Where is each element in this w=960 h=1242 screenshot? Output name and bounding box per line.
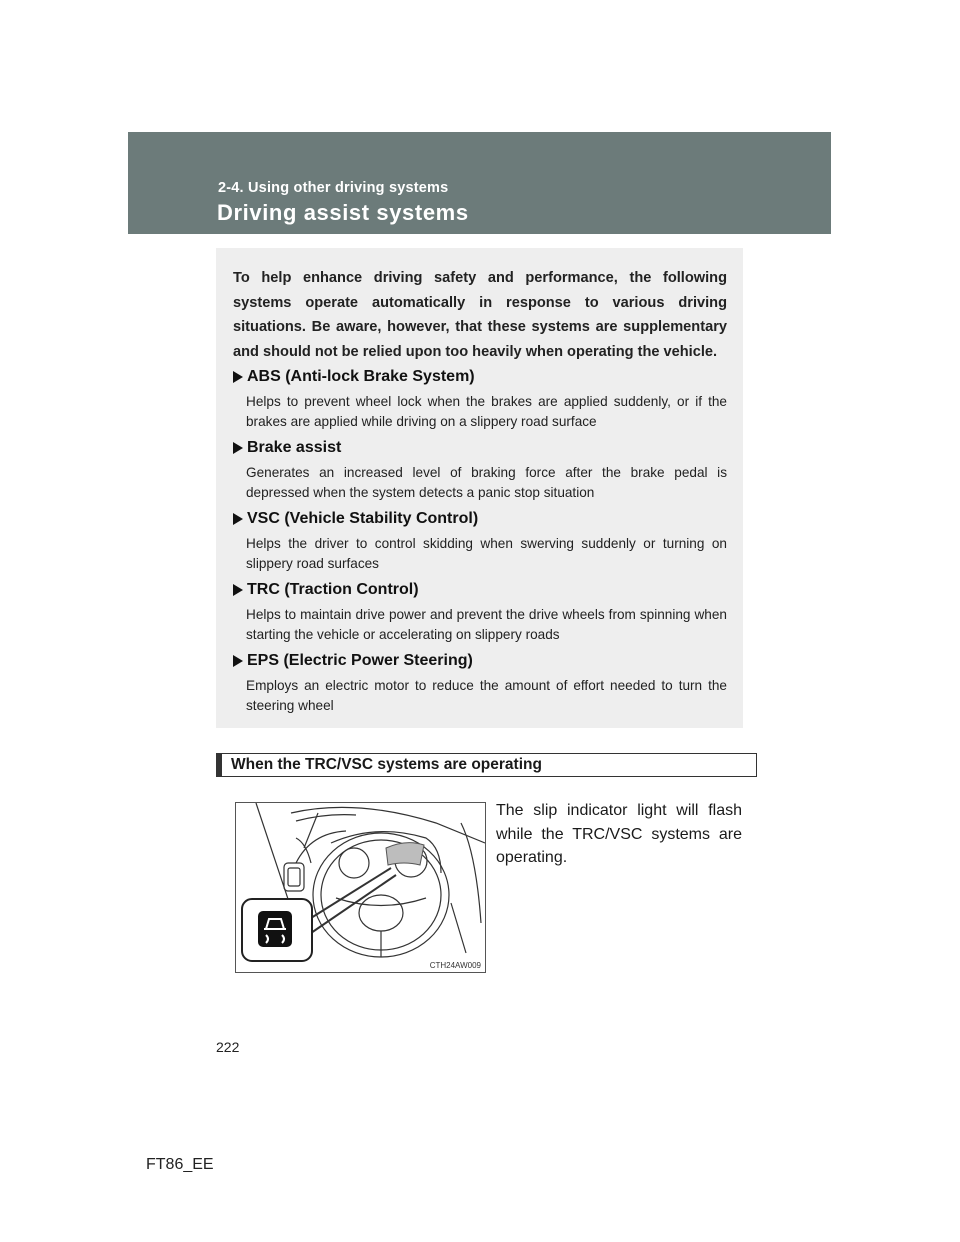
bullet-triangle-icon bbox=[233, 513, 243, 525]
system-item-trc bbox=[233, 581, 727, 644]
system-title-text: VSC (Vehicle Stability Control) bbox=[247, 510, 479, 527]
subsection-heading: When the TRC/VSC systems are operating bbox=[216, 753, 757, 777]
system-title bbox=[233, 510, 727, 528]
dashboard-illustration bbox=[235, 802, 486, 973]
system-title-text: TRC (Traction Control) bbox=[247, 581, 419, 598]
dashboard-drawing bbox=[236, 803, 485, 972]
system-title bbox=[233, 652, 727, 670]
bullet-triangle-icon bbox=[233, 371, 243, 383]
system-title-text: Brake assist bbox=[247, 439, 342, 456]
systems-infobox bbox=[216, 248, 743, 728]
subsection-text: The slip indicator light will flash while the TRC/VSC systems are operating. bbox=[496, 802, 742, 866]
system-title bbox=[233, 581, 727, 599]
system-description: Helps to prevent wheel lock when the brakes are applied suddenly, or if the brakes are applied while driving on a slippery road surface bbox=[246, 394, 727, 429]
system-item-abs bbox=[233, 368, 727, 431]
system-item-eps bbox=[233, 652, 727, 715]
intro-paragraph: To help enhance driving safety and performance, the following systems operate automatically in response to various driving situations. Be aware, however, that these systems are supplementary and should not be relied upon too heavily when operating the vehicle. bbox=[233, 270, 727, 360]
bullet-triangle-icon bbox=[233, 655, 243, 667]
page-number: 222 bbox=[216, 1039, 240, 1055]
header-band bbox=[128, 132, 831, 234]
bullet-triangle-icon bbox=[233, 442, 243, 454]
system-title-text: EPS (Electric Power Steering) bbox=[247, 652, 473, 669]
system-item-vsc bbox=[233, 510, 727, 573]
system-title bbox=[233, 439, 727, 457]
section-label: 2-4. Using other driving systems bbox=[218, 180, 449, 196]
system-description: Helps the driver to control skidding when swerving suddenly or turning on slippery road surfaces bbox=[246, 536, 727, 571]
figure-code: CTH24AW009 bbox=[429, 961, 481, 970]
system-title-text: ABS (Anti-lock Brake System) bbox=[247, 368, 475, 385]
page-title: Driving assist systems bbox=[217, 200, 469, 225]
system-description: Employs an electric motor to reduce the amount of effort needed to turn the steering wheel bbox=[246, 678, 727, 713]
system-description: Generates an increased level of braking force after the brake pedal is depressed when the system detects a panic stop situation bbox=[246, 465, 727, 500]
model-code: FT86_EE bbox=[146, 1156, 214, 1173]
system-description: Helps to maintain drive power and prevent the drive wheels from spinning when starting the vehicle or accelerating on slippery roads bbox=[246, 607, 727, 642]
system-item-brake-assist bbox=[233, 439, 727, 502]
bullet-triangle-icon bbox=[233, 584, 243, 596]
system-title bbox=[233, 368, 727, 386]
